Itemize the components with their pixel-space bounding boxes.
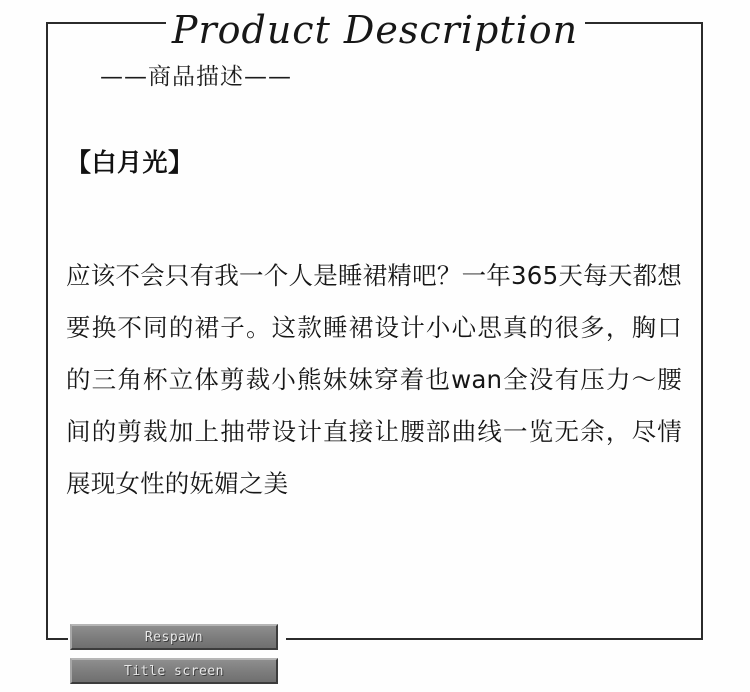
page-title-chinese: ——商品描述—— <box>100 64 292 90</box>
description-body-text: 应该不会只有我一个人是睡裙精吧？一年365天每天都想要换不同的裙子。这款睡裙设计小心思真的很多，胸口的三角杯立体剪裁小熊妹妹穿着也wan全没有压力～腰间的剪裁加上抽带设计直接让腰部曲线一览无余，尽情展现女性的妩媚之美 <box>66 261 682 498</box>
frame-border-bottom-right <box>286 638 703 640</box>
title-screen-button[interactable]: Title screen <box>70 658 278 684</box>
frame-border-right <box>701 22 703 640</box>
page-title-english: Product Description <box>171 8 579 52</box>
product-name-heading: 【白月光】 <box>66 148 194 177</box>
frame-border-bottom-left <box>46 638 68 640</box>
frame-border-left <box>46 22 48 640</box>
respawn-button[interactable]: Respawn <box>70 624 278 650</box>
